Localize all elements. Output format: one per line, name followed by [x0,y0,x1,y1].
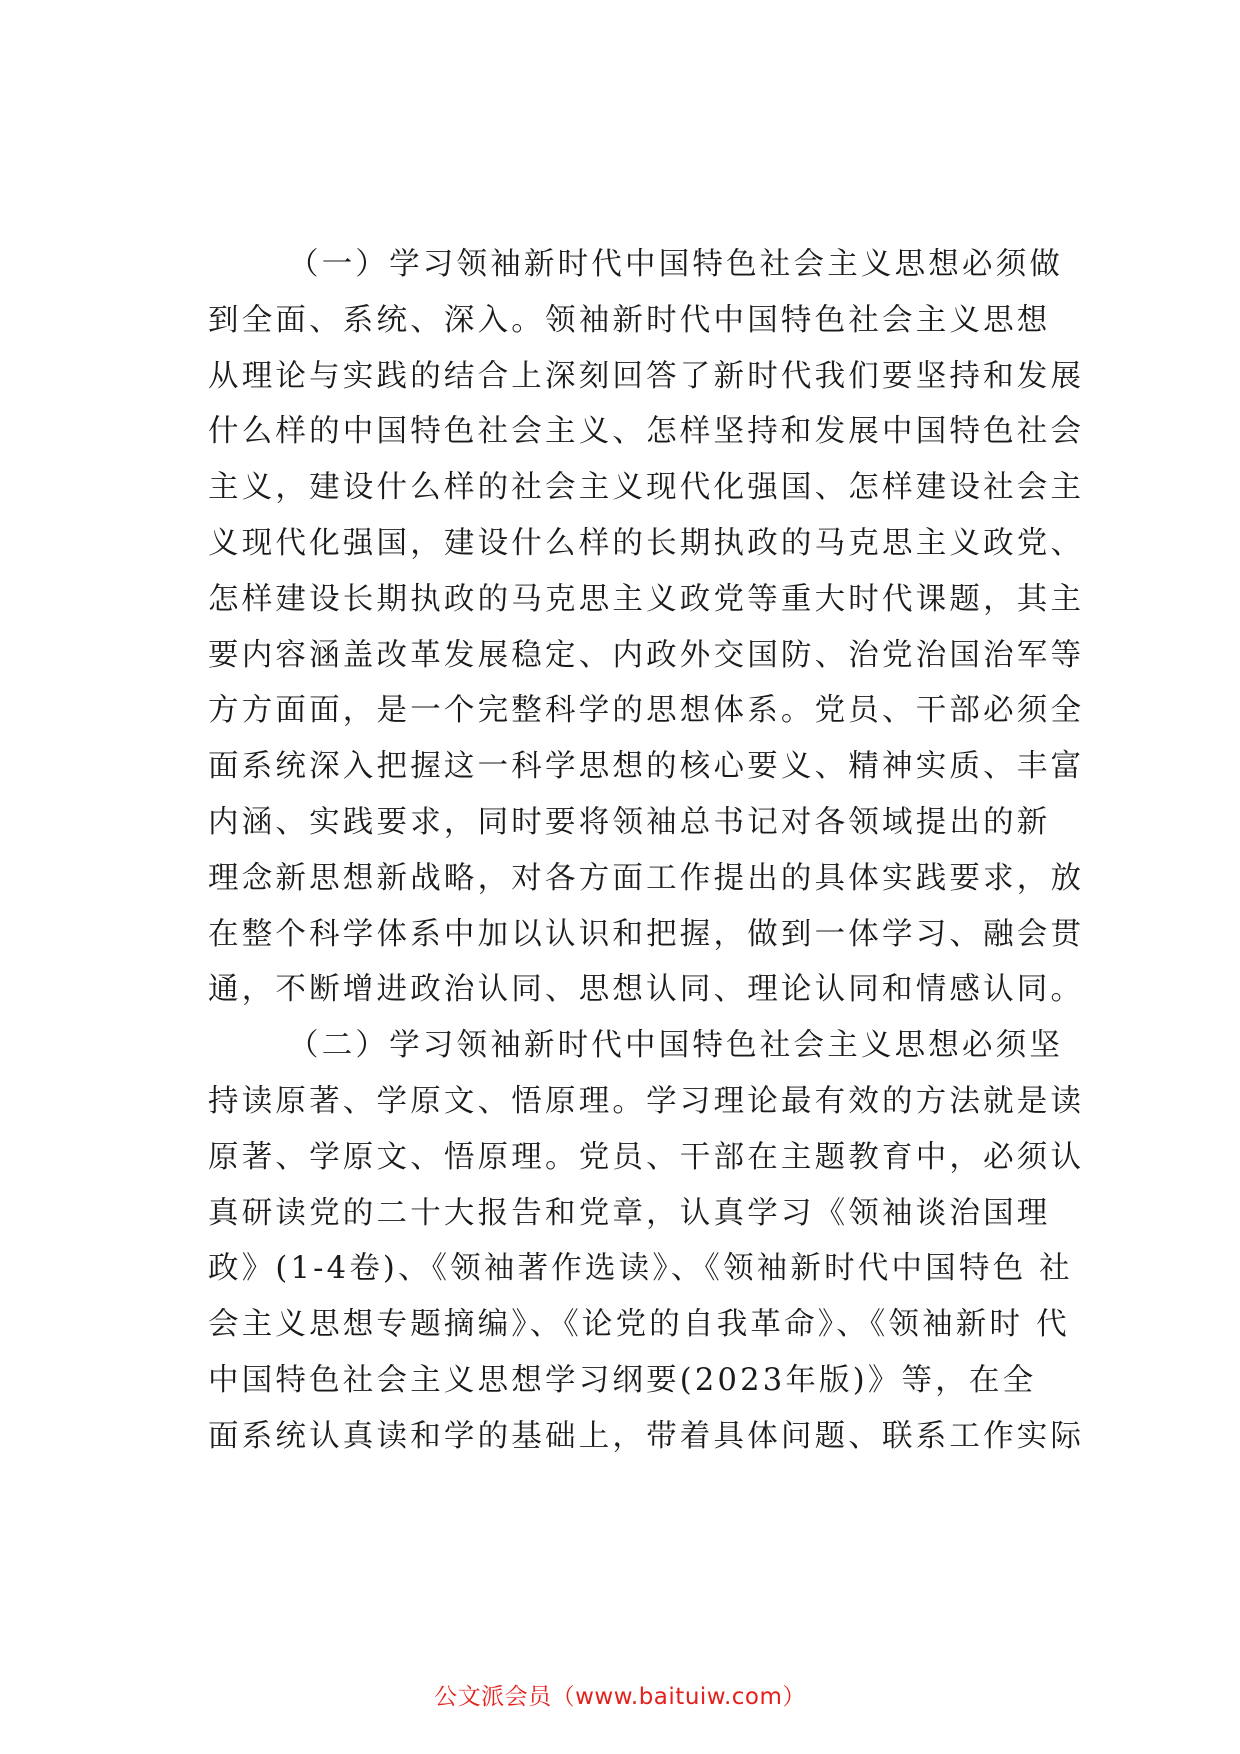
paragraph-line: 中国特色社会主义思想学习纲要(2023年版)》等，在全 [208,1362,1037,1398]
paragraph-line: （二）学习领袖新时代中国特色社会主义思想必须坚 [288,1028,1064,1064]
paragraph-line: 面系统认真读和学的基础上，带着具体问题、联系工作实际 [208,1418,1085,1454]
paragraph-line: 从理论与实践的结合上深刻回答了新时代我们要坚持和发展 [208,358,1085,394]
paragraph-line: 义现代化强国，建设什么样的长期执政的马克思主义政党、 [208,525,1085,561]
paragraph-line: 理念新思想新战略，对各方面工作提出的具体实践要求，放 [208,860,1085,896]
paragraph-line: 政》(1-4卷)、《领袖著作选读》、《领袖新时代中国特色 社 [208,1251,1073,1287]
paragraph-line: 通，不断增进政治认同、思想认同、理论认同和情感认同。 [208,972,1085,1008]
paragraph-1 [208,247,1085,1008]
paragraph-line: 会主义思想专题摘编》、《论党的自我革命》、《领袖新时 代 [208,1307,1070,1343]
document-body [208,247,1085,1478]
paragraph-line: 主义，建设什么样的社会主义现代化强国、怎样建设社会主 [208,470,1085,506]
paragraph-line: 内涵、实践要求，同时要将领袖总书记对各领域提出的新 [208,804,1051,840]
paragraph-line: 到全面、系统、深入。领袖新时代中国特色社会主义思想 [208,302,1051,338]
paragraph-line: 真研读党的二十大报告和党章，认真学习《领袖谈治国理 [208,1195,1051,1231]
paragraph-line: 方方面面，是一个完整科学的思想体系。党员、干部必须全 [208,693,1085,729]
paragraph-2 [208,1028,1085,1454]
paragraph-line: （一）学习领袖新时代中国特色社会主义思想必须做 [288,247,1064,282]
paragraph-line: 持读原著、学原文、悟原理。学习理论最有效的方法就是读 [208,1083,1085,1119]
footer-watermark: 公文派会员（www.baituiw.com） [434,1684,806,1710]
paragraph-line: 原著、学原文、悟原理。党员、干部在主题教育中，必须认 [208,1139,1085,1175]
paragraph-line: 面系统深入把握这一科学思想的核心要义、精神实质、丰富 [208,749,1085,785]
paragraph-line: 什么样的中国特色社会主义、怎样坚持和发展中国特色社会 [208,414,1085,450]
paragraph-line: 怎样建设长期执政的马克思主义政党等重大时代课题，其主 [208,581,1085,617]
paragraph-line: 在整个科学体系中加以认识和把握，做到一体学习、融会贯 [208,916,1085,952]
paragraph-line: 要内容涵盖改革发展稳定、内政外交国防、治党治国治军等 [208,637,1085,673]
